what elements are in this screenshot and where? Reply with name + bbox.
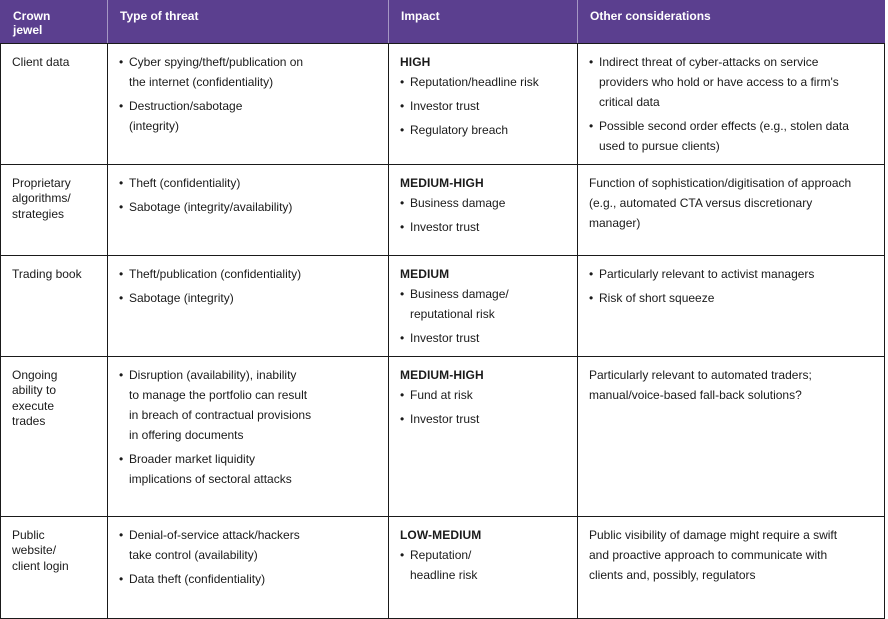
threat-cell: [108, 356, 389, 516]
consideration-line: and proactive approach to communicate with: [589, 547, 828, 562]
crown-jewel-text: Client data: [12, 54, 70, 69]
impact-item-text: • Investor trust: [410, 411, 480, 426]
impact-item: [400, 328, 567, 348]
consideration-item-text: • Possible second order effects (e.g., stolen data: [599, 118, 849, 133]
table-row: [1, 164, 885, 255]
impact-cell: [389, 255, 578, 356]
header-other-considerations: Other considerations: [578, 0, 885, 43]
threat-item-text: the internet (confidentiality): [129, 74, 274, 89]
threat-item: [119, 288, 378, 308]
impact-item-text: • Fund at risk: [410, 387, 473, 402]
threat-item-text: take control (availability): [129, 547, 258, 562]
impact-level: HIGH: [400, 54, 431, 69]
considerations-cell: [578, 164, 885, 255]
impact-item-text: reputational risk: [410, 306, 495, 321]
impact-cell: [389, 356, 578, 516]
impact-item-text: • Investor trust: [410, 330, 480, 345]
consideration-item-text: providers who hold or have access to a firm's: [599, 74, 839, 89]
header-crown-jewel-line: Crown: [13, 9, 51, 23]
threat-item: [119, 569, 378, 589]
impact-level: MEDIUM: [400, 266, 450, 281]
header-crown-jewel: [1, 0, 108, 43]
threat-item-list: [119, 173, 378, 217]
consideration-item-text: • Particularly relevant to activist managers: [599, 266, 815, 281]
consideration-line: Function of sophistication/digitisation of approach: [589, 175, 852, 190]
header-type-of-threat: Type of threat: [108, 0, 389, 43]
impact-item-list: [400, 72, 567, 140]
impact-cell: [389, 164, 578, 255]
crown-jewel-text: ability to: [12, 383, 57, 397]
threat-item-text: in offering documents: [129, 427, 244, 442]
consideration-item: [589, 288, 874, 308]
consideration-line: (e.g., automated CTA versus discretionary: [589, 195, 813, 210]
consideration-item-list: [589, 264, 874, 308]
impact-item-text: • Investor trust: [410, 98, 480, 113]
threat-item-text: • Data theft (confidentiality): [129, 571, 266, 586]
consideration-item: [589, 264, 874, 284]
impact-item: [400, 193, 567, 213]
impact-item-list: [400, 545, 567, 585]
threat-item: [119, 449, 378, 489]
consideration-line: Particularly relevant to automated traders;: [589, 367, 812, 382]
consideration-item-text: used to pursue clients): [599, 138, 720, 153]
threat-item: [119, 96, 378, 136]
crown-jewel-text: strategies: [12, 206, 65, 221]
crown-jewel-text: Ongoing: [12, 367, 58, 382]
threat-item-text: to manage the portfolio can result: [129, 387, 308, 402]
threat-item: [119, 365, 378, 445]
crown-jewel-text: website/: [12, 543, 57, 557]
consideration-item-text: • Indirect threat of cyber-attacks on service: [599, 54, 819, 69]
crown-jewel-text: Proprietary: [12, 175, 71, 190]
threat-item-text: • Cyber spying/theft/publication on: [129, 54, 304, 69]
table-row: [1, 516, 885, 618]
threat-cell: [108, 43, 389, 164]
threat-item-text: implications of sectoral attacks: [129, 471, 292, 486]
threat-item-list: [119, 52, 378, 136]
threat-item-text: • Broader market liquidity: [129, 451, 256, 466]
crown-jewel-cell: [1, 43, 108, 164]
impact-level: LOW-MEDIUM: [400, 527, 482, 542]
considerations-cell: [578, 255, 885, 356]
threat-item-text: • Destruction/sabotage: [129, 98, 243, 113]
impact-item-text: • Investor trust: [410, 219, 480, 234]
threat-item: [119, 197, 378, 217]
consideration-text: [589, 173, 874, 233]
threat-item-text: • Disruption (availability), inability: [129, 367, 297, 382]
impact-item-text: • Regulatory breach: [410, 122, 509, 137]
impact-item: [400, 545, 567, 585]
impact-item: [400, 284, 567, 324]
threat-item-text: • Denial-of-service attack/hackers: [129, 527, 300, 542]
consideration-item: [589, 52, 874, 112]
crown-jewel-cell: [1, 255, 108, 356]
crown-jewel-text: client login: [12, 558, 69, 573]
impact-cell: [389, 43, 578, 164]
crown-jewel-cell: [1, 356, 108, 516]
impact-item-text: headline risk: [410, 567, 478, 582]
impact-item-text: • Reputation/: [410, 547, 472, 562]
impact-item-list: [400, 385, 567, 429]
consideration-text: [589, 365, 874, 405]
consideration-item-text: • Risk of short squeeze: [599, 290, 715, 305]
consideration-line: manager): [589, 215, 641, 230]
threat-cell: [108, 164, 389, 255]
threat-cell: [108, 255, 389, 356]
impact-cell: [389, 516, 578, 618]
header-crown-jewel-line: jewel: [13, 23, 43, 37]
table-row: [1, 255, 885, 356]
crown-jewel-text: Public: [12, 527, 45, 542]
impact-item-text: • Reputation/headline risk: [410, 74, 539, 89]
crown-jewel-cell: [1, 164, 108, 255]
threat-item-list: [119, 264, 378, 308]
consideration-line: clients and, possibly, regulators: [589, 567, 756, 582]
crown-jewel-cell: [1, 516, 108, 618]
consideration-line: Public visibility of damage might require a swift: [589, 527, 838, 542]
threat-item-list: [119, 365, 378, 489]
threat-cell: [108, 516, 389, 618]
impact-level: MEDIUM-HIGH: [400, 367, 484, 382]
crown-jewel-text: trades: [12, 414, 46, 428]
impact-item: [400, 385, 567, 405]
threat-item-text: • Sabotage (integrity/availability): [129, 199, 293, 214]
threat-item-text: (integrity): [129, 118, 180, 133]
threat-item-text: in breach of contractual provisions: [129, 407, 312, 422]
header-row: [1, 0, 885, 43]
considerations-cell: [578, 43, 885, 164]
impact-item: [400, 96, 567, 116]
threat-item-text: • Theft/publication (confidentiality): [129, 266, 302, 281]
threat-item: [119, 52, 378, 92]
impact-item: [400, 120, 567, 140]
threat-item: [119, 525, 378, 565]
consideration-item-text: critical data: [599, 94, 660, 109]
crown-jewel-text: Trading book: [12, 266, 82, 281]
impact-item-text: • Business damage/: [410, 286, 509, 301]
crown-jewel-text: execute: [12, 398, 55, 413]
impact-level: MEDIUM-HIGH: [400, 175, 484, 190]
threat-item-text: • Theft (confidentiality): [129, 175, 241, 190]
table-row: [1, 356, 885, 516]
table-row: [1, 43, 885, 164]
consideration-item: [589, 116, 874, 156]
threat-item-list: [119, 525, 378, 589]
impact-item: [400, 409, 567, 429]
considerations-cell: [578, 356, 885, 516]
threat-item: [119, 264, 378, 284]
threat-item-text: • Sabotage (integrity): [129, 290, 234, 305]
threat-item: [119, 173, 378, 193]
impact-item-list: [400, 284, 567, 348]
impact-item-list: [400, 193, 567, 237]
consideration-line: manual/voice-based fall-back solutions?: [589, 387, 802, 402]
impact-item: [400, 72, 567, 92]
crown-jewel-text: algorithms/: [12, 191, 71, 205]
considerations-cell: [578, 516, 885, 618]
impact-item-text: • Business damage: [410, 195, 506, 210]
consideration-item-list: [589, 52, 874, 156]
header-impact: Impact: [389, 0, 578, 43]
impact-item: [400, 217, 567, 237]
consideration-text: [589, 525, 874, 585]
